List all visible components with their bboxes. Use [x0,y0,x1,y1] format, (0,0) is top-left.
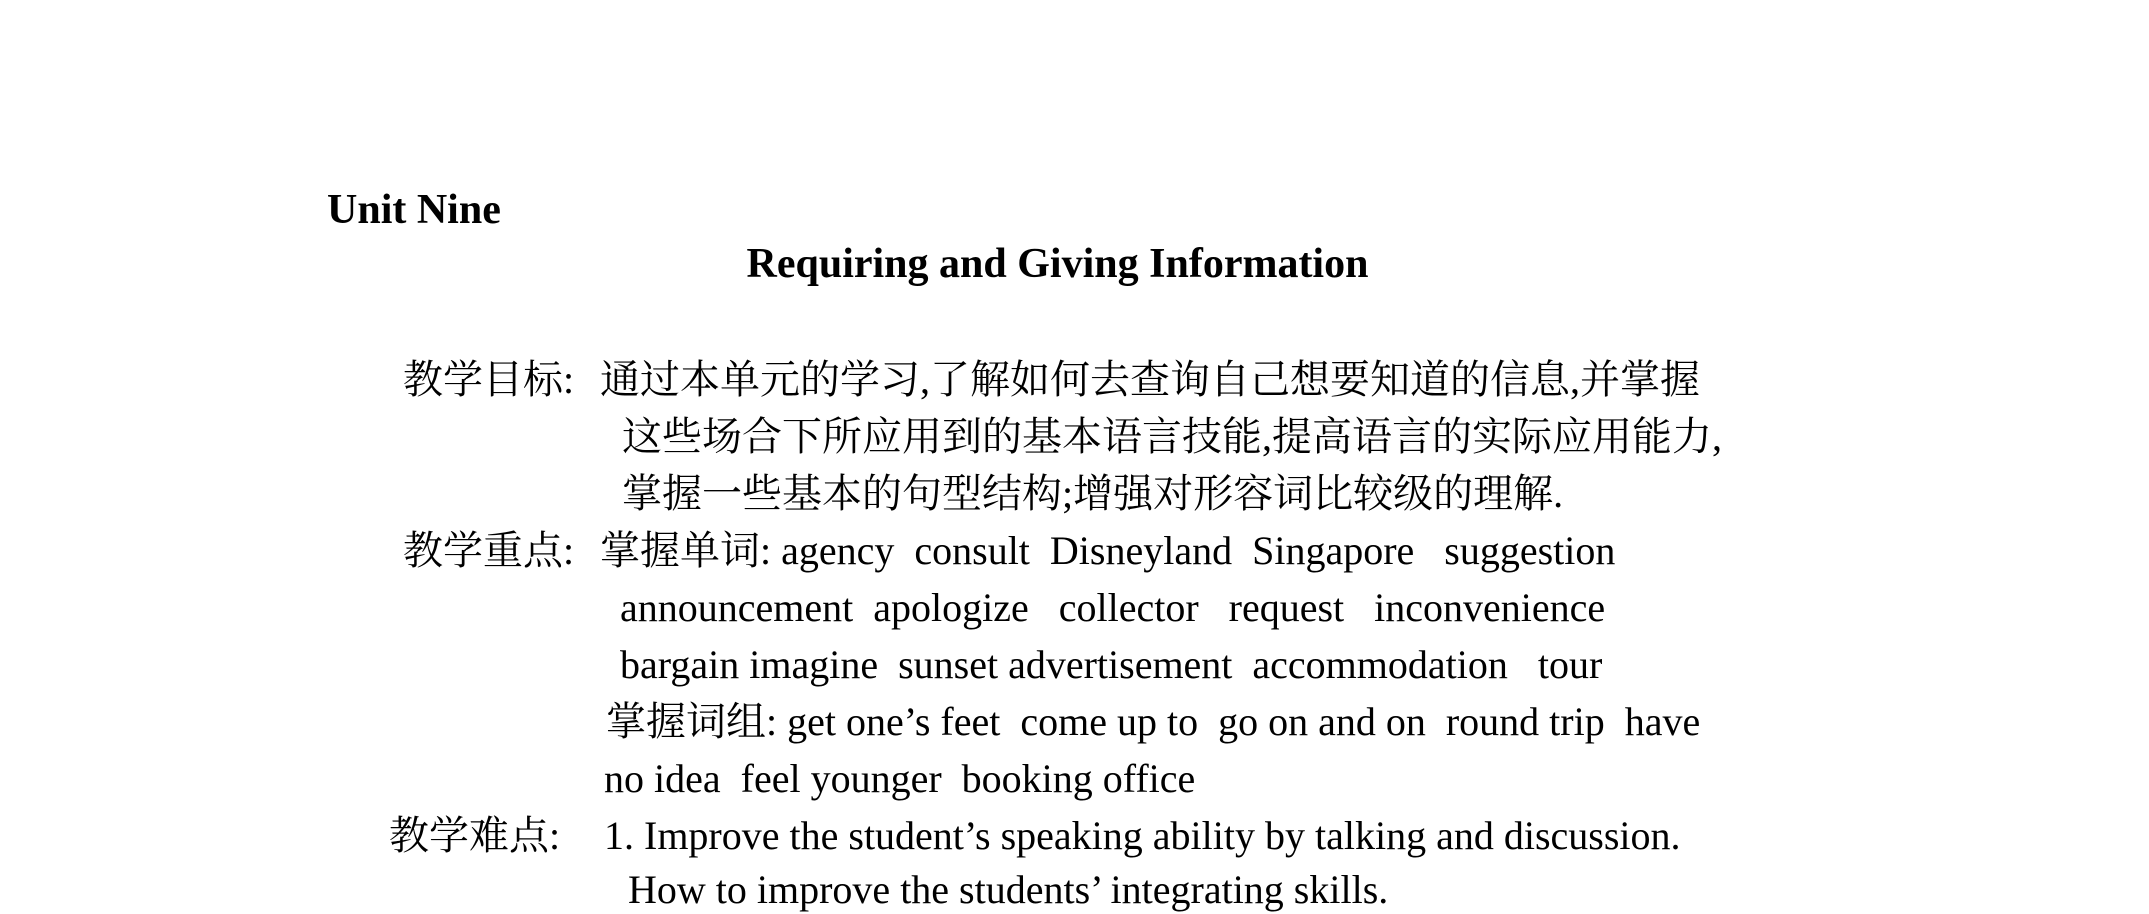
difficulties-label: 教学难点: [389,813,561,858]
key-points-label: 教学重点: [403,528,575,573]
objectives-line-1: 通过本单元的学习,了解如何去查询自己想要知道的信息,并掌握 [600,357,1700,402]
key-points-line-2: announcement apologize collector request inconvenience [620,585,1606,630]
key-points-line-5: no idea feel younger booking office [604,756,1196,801]
key-points-line-4: 掌握词组: get one’s feet come up to go on and on round trip have [606,699,1701,744]
unit-heading: Unit Nine [327,187,501,233]
difficulties-line-1: 1. Improve the student’s speaking ability by talking and discussion. [604,813,1681,858]
objectives-label: 教学目标: [403,357,575,402]
objectives-line-3: 掌握一些基本的句型结构;增强对形容词比较级的理解. [622,471,1564,516]
objectives-line-2: 这些场合下所应用到的基本语言技能,提高语言的实际应用能力, [622,414,1722,459]
document-title [0,240,2149,288]
document-title-text: Requiring and Giving Information [746,241,1369,287]
difficulties-line-2: How to improve the students’ integrating skills. [628,867,1389,912]
key-points-line-1: 掌握单词: agency consult Disneyland Singapore suggestion [600,528,1616,573]
key-points-line-3: bargain imagine sunset advertisement accommodation tour [620,642,1603,687]
